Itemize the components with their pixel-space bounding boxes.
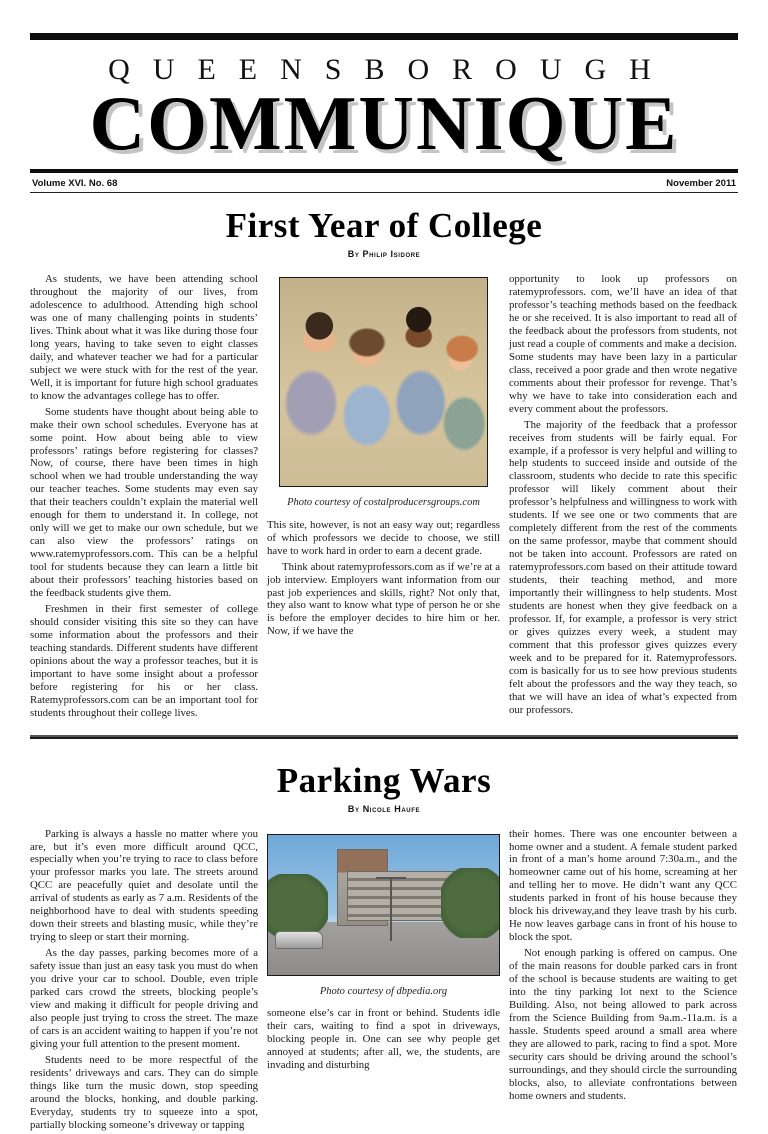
spacer [267, 998, 500, 1007]
parked-car [275, 931, 324, 949]
article1-byline: By Philip Isidore [347, 249, 421, 260]
masthead-kicker: QUEENSBOROUGH [108, 53, 674, 86]
paragraph: Think about ratemyprofessors.com as if we’re at a job interview. Employers want information from our past job experiences and skills, right? Not only that, they also want to know what type of person he or she is before the employer decides to hire him or her. Now, if we have the [267, 560, 500, 638]
paragraph: As students, we have been attending school throughout the majority of our lives, from adolescence to adulthood. Attending high school was one of many challenging points in students’ lives. Think about what it was like during those four long years, having to take seven to eight classes daily, and whatever teacher we had for a particular subject we were stuck with for the rest of the year. Well, it is important for future high school graduates to know the advantages college has to offer. [30, 273, 258, 402]
volume-label: Volume XVI. No. 68 [32, 178, 118, 190]
tree-right [441, 868, 500, 938]
article1-headline: First Year of College [225, 206, 543, 246]
masthead-title: COMMUNIQUE [89, 80, 679, 166]
students-photo-artwork [280, 278, 487, 486]
campus-street-photo [267, 834, 500, 976]
article1-column-middle [267, 273, 500, 641]
article2-photo-caption: Photo courtesy of dbpedia.org [319, 985, 448, 997]
article2-byline: By Nicole Haufe [347, 803, 421, 814]
article2-column-left [30, 828, 258, 1134]
masthead-info-row [30, 173, 738, 192]
street-lamp [390, 877, 392, 941]
section-divider [30, 735, 738, 739]
paragraph: Parking is always a hassle no matter where you are, but it’s even more difficult around QCC, especially when you’re trying to race to class before your professor marks you late. The streets around QCC are peacefully quiet and desolate until the arrival of students as early as 7 a.m. Residents of the neighborhood have to deal with students speeding down their streets and blasting music, while they’re trying to sleep or start their morning. [30, 827, 258, 944]
campus-street-photo-artwork [268, 835, 499, 975]
article1-column-right [509, 273, 737, 719]
article2-column-right [509, 828, 737, 1106]
paragraph: As the day passes, parking becomes more of a safety issue than just an easy task you must do when you drive your car to school. Double, even triple parked cars crowd the streets, blocking people’s view and making it difficult for people driving and also people just trying to cross the street. The maze of cars is an accident waiting to happen if you’re not giving your full attention to the present moment. [30, 947, 258, 1050]
paragraph: opportunity to look up professors on ratemyprofessors. com, we’ll have an idea of that professor’s teaching methods based on the feedback he or she received. It is also important to read all of the feedback about the professors from students, not just read a couple of comments and make a decision. Some students may have been lazy in a particular class, received a poor grade and then wrote negative comments about their professor for revenge. That’s why we have to take into consideration each and every comment about the professors. [509, 273, 737, 415]
article2-headline: Parking Wars [276, 760, 492, 800]
article1-columns [30, 273, 738, 722]
paragraph: someone else’s car in front or behind. Students idle their cars, waiting to find a spot in driveways, blocking people in. One can see why people get annoyed at students; after all, we, the students, are invading and disturbing [267, 1007, 500, 1071]
paragraph: The majority of the feedback that a professor receives from students will be fairly equal. For example, if a professor is very helpful and willing to help students to succeed inside and outside of the classroom, students who decide to rate this specific professor will likely comment about their professor’s helpfulness and willingness to work with students. If we see one or two comments that are completely different from the rest of the comments on the same professor, maybe that comment should not be taken into account. Professors are rated on ratemyprofessors.com based on their attitude toward students, their teaching method, and more importantly their willingness to help students. Most students are honest when they give feedback on a professor. If, for example, a professor is very strict or gives quizzes every week, a student may comment that this professor gives quizzes every week and to be prepared for it. Ratemyprofessors. com is basically for us to see how previous students felt about the professors and the way they teach, so that we will have an idea of what’s expected from our professors. [509, 418, 737, 716]
students-photo [279, 277, 488, 487]
newspaper-page [0, 33, 768, 1134]
article1-column-left [30, 273, 258, 722]
masthead-rule-thin [30, 192, 738, 193]
article2-columns [30, 828, 738, 1134]
paragraph: their homes. There was one encounter between a home owner and a student. A female student parked in front of a man’s home around 7:30a.m., and the homeowner came out of his home, screaming at her and telling her to move. He didn’t want any QCC students parked in front of his house because they block his driveway,and they leave trash by his curb. He now leaves garbage cans in front of his house to block the spot. [509, 827, 737, 944]
article1-photo-caption: Photo courtesy of costalproducersgroups.com [287, 497, 480, 509]
issue-date: November 2011 [666, 178, 736, 190]
paragraph: Students need to be more respectful of the residents’ driveways and cars. They can do simple things like turn the music down, stop speeding around the blocks, honking, and double parking. Everyday, students try to squeeze into a spot, partially blocking someone’s driveway or tapping [30, 1053, 258, 1131]
paragraph: Freshmen in their first semester of college should consider visiting this site so they can have some information about the professors and their teaching standards. Different students have different opinions about the way a professor teaches, but it is important to have some insight about a professor before registering for his or her class. Ratemyprofessors.com can be an important tool for students throughout their college lives. [30, 602, 258, 719]
tree-left [267, 874, 328, 938]
paragraph: Not enough parking is offered on campus. One of the main reasons for double parked cars in front of the school is because students are waiting to get into the tiny parking lot next to the Science Building. Also, not being allowed to park across from the Science Building from 9a.m.-11a.m. is a hassle. Students speed around a small area where they are allowed to park, racing to find a spot. More security cars should be driving around the school’s surroundings, and they should circle the surrounding blocks, also, to alleviate confrontations between home owners and students. [509, 947, 737, 1102]
masthead-top-bar [30, 33, 738, 40]
spacer [267, 510, 500, 519]
paragraph: Some students have thought about being able to make their own school schedules. Everyone has at some point. How about being able to view professors’ ratings before registering for classes? Now, of course, there have been times in high school when we had trouble understanding the way our teacher teaches. Some students may even say that their teachers couldn’t explain the material well enough for them to understand it. In college, not only will we get to make our own schedule, but we can also view the professors’ ratings on www.ratemyprofessors.com. This can be a helpful tool for students because they can learn a little bit about their professors’ teaching histories based on the feedback students give them. [30, 405, 258, 600]
paragraph: This site, however, is not an easy way out; regardless of which professors we decide to choose, we still have to work hard in order to earn a decent grade. [267, 518, 500, 557]
article2-column-middle [267, 828, 500, 1075]
